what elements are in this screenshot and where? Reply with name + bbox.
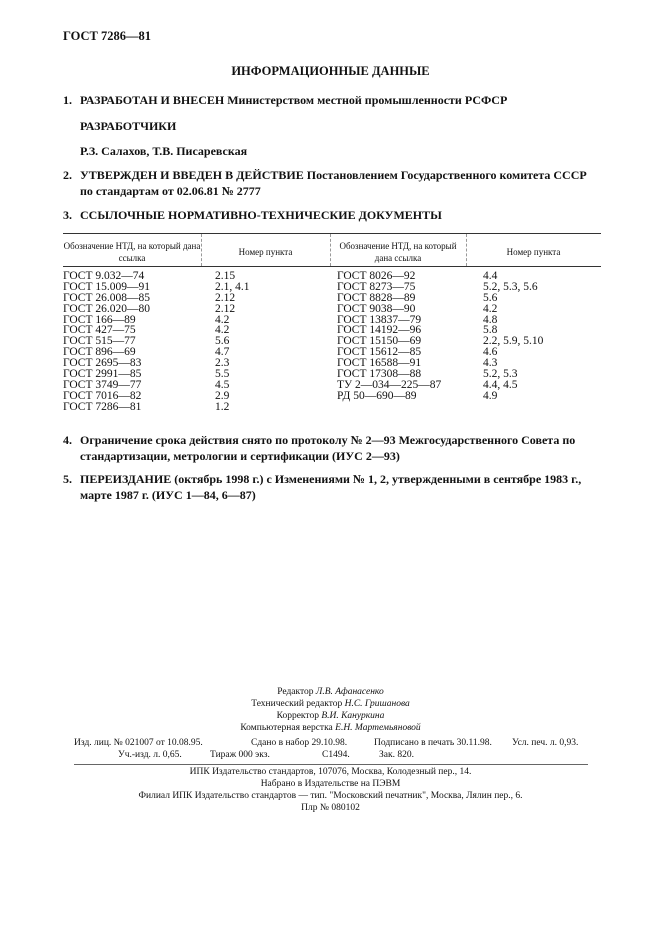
order-number: Зак. 820. — [379, 750, 414, 760]
table-cell: ГОСТ 7286—81 — [63, 400, 142, 413]
section-1-number: 1. — [63, 93, 72, 107]
publisher-line-3: Филиал ИПК Издательство стандартов — тип. "Московский печатник", Москва, Лялин пер., 6. — [138, 791, 523, 801]
table-cell: ГОСТ 15.009—91 — [63, 280, 151, 293]
table-cell: 4.2 — [215, 313, 230, 326]
table-cell: 2.3 — [215, 357, 230, 370]
table-cell: ГОСТ 9.032—74 — [63, 270, 145, 282]
developers-label: РАЗРАБОТЧИКИ — [80, 119, 177, 133]
right-docs-column — [337, 271, 441, 402]
table-cell: ГОСТ 3749—77 — [63, 378, 142, 391]
table-cell: 4.3 — [483, 357, 498, 370]
editor-label: Редактор — [277, 687, 314, 697]
section-1-lead: РАЗРАБОТАН И ВНЕСЕН — [80, 93, 225, 107]
table-cell: 2.9 — [215, 389, 230, 402]
print-run: Тираж 000 экз. — [210, 750, 270, 760]
layout-label: Компьютерная верстка — [240, 723, 333, 733]
header-item-right: Номер пункта — [506, 247, 561, 257]
table-cell: 5.2, 5.3, 5.6 — [483, 280, 538, 293]
table-cell: 5.6 — [483, 291, 498, 304]
catalog-code: С1494. — [322, 750, 350, 760]
table-cell: 5.8 — [483, 324, 498, 337]
section-5-lead: ПЕРЕИЗДАНИЕ — [80, 472, 172, 486]
section-3 — [63, 207, 603, 223]
developers-names: Р.З. Салахов, Т.В. Писаревская — [80, 144, 248, 158]
print-data-line-2 — [74, 749, 594, 761]
table-cell: 4.9 — [483, 389, 498, 402]
table-cell: ГОСТ 26.020—80 — [63, 302, 151, 315]
table-cell: 1.2 — [215, 400, 230, 413]
table-cell: 2.15 — [215, 270, 236, 282]
section-2-number: 2. — [63, 168, 72, 182]
tech-editor-name: Н.С. Гришанова — [344, 699, 410, 709]
table-cell: 4.8 — [483, 313, 498, 326]
section-3-text: ССЫЛОЧНЫЕ НОРМАТИВНО-ТЕХНИЧЕСКИЕ ДОКУМЕНТЫ — [80, 208, 442, 222]
section-2-text: Постановлением Государственного комитета СССР по стандартам от 02.06.81 № 2777 — [80, 168, 587, 198]
section-1 — [63, 92, 603, 108]
imprint-divider — [74, 764, 588, 765]
table-cell: 5.2, 5.3 — [483, 368, 518, 381]
table-cell: ГОСТ 427—75 — [63, 324, 136, 337]
tech-editor-label: Технический редактор — [251, 699, 343, 709]
printed-sheets: Усл. печ. л. 0,93. — [512, 738, 579, 748]
publisher-line-2: Набрано в Издательстве на ПЭВМ — [260, 779, 401, 789]
table-cell: ГОСТ 16588—91 — [337, 357, 422, 370]
section-2 — [63, 167, 603, 199]
document-code: ГОСТ 7286—81 — [63, 29, 152, 43]
license-info: Изд. лиц. № 021007 от 10.08.95. — [74, 738, 203, 748]
section-3-number: 3. — [63, 208, 72, 222]
table-cell: 4.5 — [215, 378, 230, 391]
table-cell: 2.2, 5.9, 5.10 — [483, 335, 544, 348]
table-cell: ГОСТ 7016—82 — [63, 389, 142, 402]
typeset-date: Сдано в набор 29.10.98. — [251, 738, 348, 748]
table-cell: 4.7 — [215, 346, 230, 359]
table-cell: ГОСТ 8026—92 — [337, 270, 416, 282]
table-cell: 2.12 — [215, 291, 236, 304]
section-5-number: 5. — [63, 472, 72, 486]
section-1-text: Министерством местной промышленности РСФСР — [224, 93, 508, 107]
table-cell: ГОСТ 2695—83 — [63, 357, 142, 370]
header-doc-right: Обозначение НТД, на который дана ссылка — [339, 241, 457, 263]
print-data-line-1 — [74, 737, 594, 749]
page-title: ИНФОРМАЦИОННЫЕ ДАННЫЕ — [231, 64, 430, 78]
layout-name: Е.Н. Мартемьяновой — [335, 723, 421, 733]
table-cell: 4.2 — [215, 324, 230, 337]
header-doc-left: Обозначение НТД, на который дана ссылка — [63, 241, 201, 263]
header-item-left: Номер пункта — [238, 247, 293, 257]
table-cell: ГОСТ 515—77 — [63, 335, 136, 348]
left-items-column — [215, 271, 250, 413]
section-4 — [63, 432, 603, 464]
table-cell: ГОСТ 17308—88 — [337, 368, 422, 381]
table-cell: ГОСТ 9038—90 — [337, 302, 416, 315]
editor-name: Л.В. Афанасенко — [315, 687, 384, 697]
table-cell: ГОСТ 8273—75 — [337, 280, 416, 293]
corrector-label: Корректор — [276, 711, 319, 721]
print-date: Подписано в печать 30.11.98. — [374, 738, 492, 748]
plr-number: Плр № 080102 — [301, 803, 360, 813]
table-cell: ГОСТ 15612—85 — [337, 346, 422, 359]
section-5-text: (октябрь 1998 г.) с Изменениями № 1, 2, утвержденными в сентябре 1983 г., марте 1987 г. (ИУС 1—84, 6—87) — [80, 472, 582, 502]
section-4-number: 4. — [63, 433, 72, 447]
publisher-info — [0, 766, 661, 814]
table-cell: ГОСТ 26.008—85 — [63, 291, 151, 304]
table-cell: ГОСТ 896—69 — [63, 346, 136, 359]
table-cell: 4.4, 4.5 — [483, 378, 518, 391]
table-cell: ГОСТ 15150—69 — [337, 335, 422, 348]
table-cell: 5.6 — [215, 335, 230, 348]
table-cell: 5.5 — [215, 368, 230, 381]
table-top-rule — [63, 233, 601, 234]
table-cell: ГОСТ 14192—96 — [337, 324, 422, 337]
table-header-rule — [63, 266, 601, 267]
left-docs-column — [63, 271, 150, 413]
publishing-sheets: Уч.-изд. л. 0,65. — [118, 750, 182, 760]
table-cell: 2.1, 4.1 — [215, 280, 250, 293]
right-items-column — [483, 271, 543, 402]
table-cell: ТУ 2—034—225—87 — [337, 378, 442, 391]
section-2-lead: УТВЕРЖДЕН И ВВЕДЕН В ДЕЙСТВИЕ — [80, 168, 304, 182]
table-cell: 4.2 — [483, 302, 498, 315]
table-cell: ГОСТ 8828—89 — [337, 291, 416, 304]
reference-table — [63, 233, 601, 428]
corrector-name: В.И. Кануркина — [321, 711, 385, 721]
table-cell: РД 50—690—89 — [337, 389, 417, 402]
section-4-text: Ограничение срока действия снято по протоколу № 2—93 Межгосударственного Совета по стандартизации, метрологии и сертификации (ИУС 2—93) — [80, 433, 576, 463]
editorial-credits — [0, 686, 661, 734]
publisher-line-1: ИПК Издательство стандартов, 107076, Москва, Колодезный пер., 14. — [189, 767, 472, 777]
table-cell: 4.6 — [483, 346, 498, 359]
table-cell: ГОСТ 13837—79 — [337, 313, 422, 326]
section-5 — [63, 471, 603, 503]
table-cell: 2.12 — [215, 302, 236, 315]
table-cell: 4.4 — [483, 270, 498, 282]
table-cell: ГОСТ 2991—85 — [63, 368, 142, 381]
table-cell: ГОСТ 166—89 — [63, 313, 136, 326]
